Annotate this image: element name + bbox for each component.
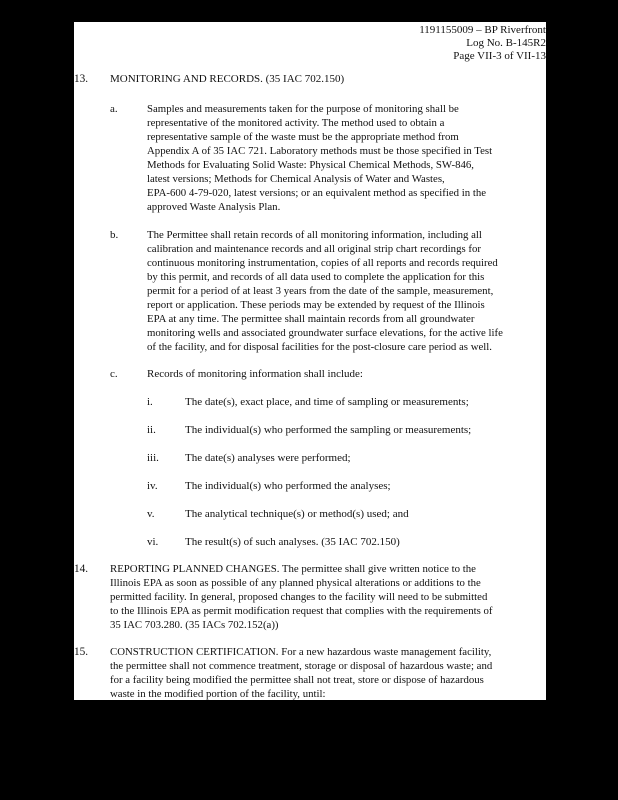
paragraph-line: by this permit, and records of all data used to complete the application for this — [147, 271, 485, 283]
paragraph-line: to the Illinois EPA as permit modification request that complies with the requirements of — [110, 605, 493, 617]
paragraph-line: continuous monitoring instrumentation, copies of all reports and records required — [147, 257, 498, 269]
section-15-paragraph — [110, 645, 492, 700]
section-13c-label: c. — [110, 368, 118, 380]
paragraph-line: EPA-600 4-79-020, latest versions; or an equivalent method as specified in the — [147, 187, 487, 199]
paragraph-line: of the facility, and for disposal facilities for the post-closure care period as well. — [147, 341, 492, 353]
paragraph-line: waste in the modified portion of the facility, until: — [110, 688, 326, 700]
section-13a-label: a. — [110, 103, 118, 115]
paragraph-line: for a facility being modified the permittee shall not treat, store or dispose of hazardous — [110, 674, 484, 686]
list-item: The result(s) of such analyses. (35 IAC 702.150) — [185, 536, 400, 548]
section-15-number: 15. — [74, 646, 89, 658]
header-page-number: Page VII-3 of VII-13 — [453, 50, 546, 62]
header-log-no: Log No. B-145R2 — [466, 37, 546, 49]
paragraph-line: approved Waste Analysis Plan. — [147, 201, 281, 213]
list-item: The date(s), exact place, and time of sampling or measurements; — [185, 396, 469, 408]
list-item-number: ii. — [147, 424, 156, 436]
paragraph-line: 35 IAC 703.280. (35 IACs 702.152(a)) — [110, 619, 279, 631]
section-13b-label: b. — [110, 229, 119, 241]
list-item-number: iii. — [147, 452, 159, 464]
paragraph-line: Appendix A of 35 IAC 721. Laboratory methods must be those specified in Test — [147, 145, 493, 157]
paragraph-line: representative sample of the waste must be the appropriate method from — [147, 131, 459, 143]
section-13-title: MONITORING AND RECORDS. (35 IAC 702.150) — [110, 73, 345, 85]
list-item: The date(s) analyses were performed; — [185, 452, 351, 464]
paragraph-line: calibration and maintenance records and all original strip chart recordings for — [147, 243, 481, 255]
paragraph-line: The Permittee shall retain records of all monitoring information, including all — [147, 229, 482, 241]
list-item-number: vi. — [147, 536, 159, 548]
paragraph-line: Methods for Evaluating Solid Waste: Physical Chemical Methods, SW-846, — [147, 159, 475, 171]
paragraph-line: latest versions; Methods for Chemical Analysis of Water and Wastes, — [147, 173, 445, 185]
section-14-paragraph — [110, 562, 493, 632]
paragraph-line: report or application. These periods may be extended by request of the Illinois — [147, 299, 485, 311]
paragraph-line: permit for a period of at least 3 years from the date of the sample, measurement, — [147, 285, 494, 297]
section-13b-paragraph — [147, 228, 503, 354]
paragraph-line: REPORTING PLANNED CHANGES. The permittee shall give written notice to the — [110, 563, 476, 575]
paragraph-line: representative of the monitored activity. The method used to obtain a — [147, 117, 445, 129]
paragraph-line: permitted facility. In general, proposed changes to the facility will need to be submitted — [110, 591, 488, 603]
list-item: The individual(s) who performed the analyses; — [185, 480, 391, 492]
section-13c-intro: Records of monitoring information shall include: — [147, 368, 363, 380]
list-item: The individual(s) who performed the sampling or measurements; — [185, 424, 472, 436]
paragraph-line: Samples and measurements taken for the purpose of monitoring shall be — [147, 103, 459, 115]
paragraph-line: CONSTRUCTION CERTIFICATION. For a new hazardous waste management facility, — [110, 646, 492, 658]
list-item: The analytical technique(s) or method(s) used; and — [185, 508, 409, 520]
section-13-number: 13. — [74, 73, 89, 85]
header-doc-id: 1191155009 – BP Riverfront — [419, 24, 546, 36]
list-item-number: v. — [147, 508, 155, 520]
paragraph-line: EPA at any time. The permittee shall maintain records from all groundwater — [147, 313, 475, 325]
paragraph-line: Illinois EPA as soon as possible of any planned physical alterations or additions to the — [110, 577, 481, 589]
paragraph-line: monitoring wells and associated groundwater surface elevations, for the active life — [147, 327, 503, 339]
list-item-number: i. — [147, 396, 153, 408]
list-item-number: iv. — [147, 480, 158, 492]
document-page — [74, 22, 546, 700]
paragraph-line: the permittee shall not commence treatment, storage or disposal of hazardous waste; and — [110, 660, 493, 672]
section-13a-paragraph — [147, 102, 492, 214]
section-14-number: 14. — [74, 563, 89, 575]
